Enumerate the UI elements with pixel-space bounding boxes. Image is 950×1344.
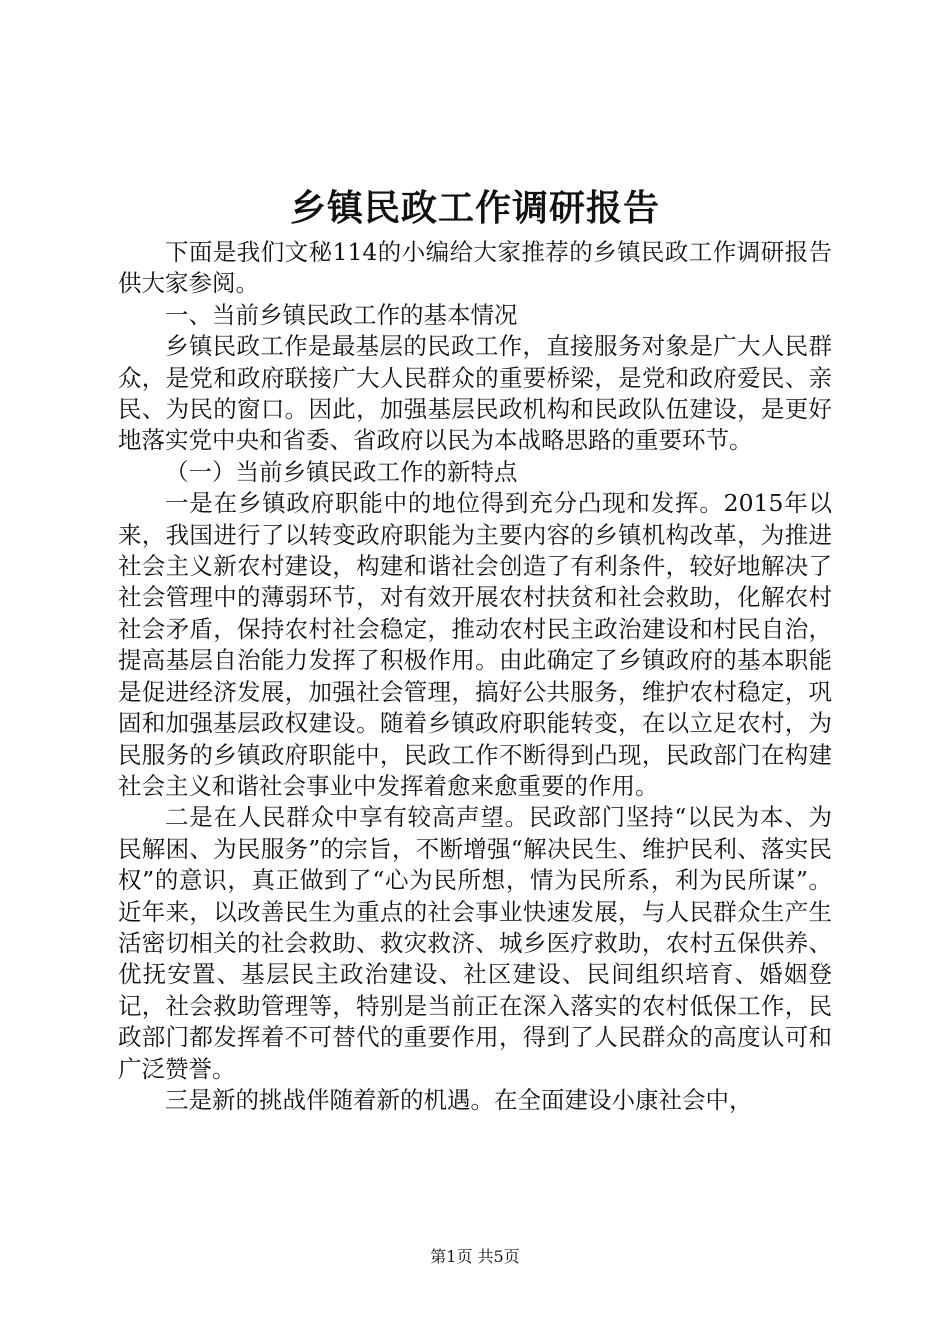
section-heading-1: 一、当前乡镇民政工作的基本情况 (165, 300, 518, 329)
paragraph-intro: 下面是我们文秘114的小编给大家推荐的乡镇民政工作调研报告供大家参阅。 (118, 238, 832, 298)
subsection-heading-1: （一）当前乡镇民政工作的新特点 (165, 457, 518, 486)
paragraph-basic-situation: 乡镇民政工作是最基层的民政工作，直接服务对象是广大人民群众，是党和政府联接广大人民群众的重要桥梁，是党和政府爱民、亲民、为民的窗口。因此，加强基层民政机构和民政队伍建设，是更好地落实党中央和省委、省政府以民为本战略思路的重要环节。 (118, 332, 832, 455)
paragraph-point-2: 二是在人民群众中享有较高声望。民政部门坚持“以民为本、为民解困、为民服务”的宗旨，不断增强“解决民生、维护民利、落实民权”的意识，真正做到了“心为民所想，情为民所系，利为民所谋”。近年来，以改善民生为重点的社会事业快速发展，与人民群众生产生活密切相关的社会救助、救灾救济、城乡医疗救助，农村五保供养、优抚安置、基层民主政治建设、社区建设、民间组织培育、婚姻登记，社会救助管理等，特别是当前正在深入落实的农村低保工作，民政部门都发挥着不可替代的重要作用，得到了人民群众的高度认可和广泛赞誉。 (118, 803, 832, 1083)
document-title: 乡镇民政工作调研报告 (289, 187, 660, 229)
paragraph-point-3: 三是新的挑战伴随着新的机遇。在全面建设小康社会中， (165, 1085, 753, 1114)
page-footer: 第1页 共5页 (430, 1247, 520, 1266)
document-body (118, 237, 832, 1116)
paragraph-point-1: 一是在乡镇政府职能中的地位得到充分凸现和发挥。2015年以来，我国进行了以转变政府职能为主要内容的乡镇机构改革，为推进社会主义新农村建设，构建和谐社会创造了有利条件，较好地解决了社会管理中的薄弱环节，对有效开展农村扶贫和社会救助，化解农村社会矛盾，保持农村社会稳定，推动农村民主政治建设和村民自治，提高基层自治能力发挥了积极作用。由此确定了乡镇政府的基本职能是促进经济发展，加强社会管理，搞好公共服务，维护农村稳定，巩固和加强基层政权建设。随着乡镇政府职能转变，在以立足农村，为民服务的乡镇政府职能中，民政工作不断得到凸现，民政部门在构建社会主义和谐社会事业中发挥着愈来愈重要的作用。 (118, 489, 832, 800)
